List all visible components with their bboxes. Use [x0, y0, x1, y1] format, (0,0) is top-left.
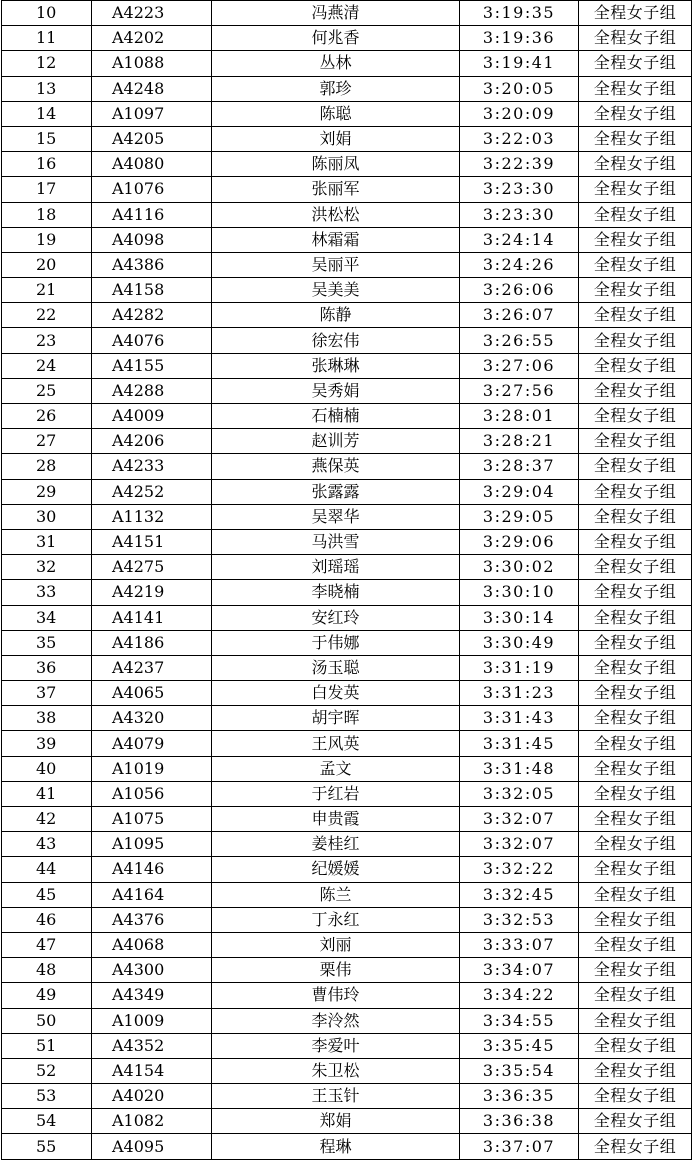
table-row	[2, 781, 692, 806]
finish-time-cell: 3:32:05	[460, 781, 579, 806]
bib-number-cell: A4349	[92, 983, 212, 1008]
category-cell: 全程女子组	[579, 303, 692, 328]
category-cell: 全程女子组	[579, 51, 692, 76]
runner-name-cell: 汤玉聪	[212, 655, 460, 680]
finish-time-cell: 3:30:10	[460, 580, 579, 605]
runner-name-cell: 胡宇晖	[212, 706, 460, 731]
category-cell: 全程女子组	[579, 983, 692, 1008]
rank-cell: 49	[2, 983, 92, 1008]
category-cell: 全程女子组	[579, 76, 692, 101]
finish-time-cell: 3:31:23	[460, 681, 579, 706]
rank-cell: 28	[2, 454, 92, 479]
runner-name-cell: 林霜霜	[212, 227, 460, 252]
table-row	[2, 529, 692, 554]
finish-time-cell: 3:36:38	[460, 1109, 579, 1134]
rank-cell: 51	[2, 1033, 92, 1058]
rank-cell: 12	[2, 51, 92, 76]
category-cell: 全程女子组	[579, 454, 692, 479]
table-row	[2, 303, 692, 328]
runner-name-cell: 于伟娜	[212, 630, 460, 655]
rank-cell: 43	[2, 832, 92, 857]
category-cell: 全程女子组	[579, 781, 692, 806]
runner-name-cell: 吴秀娟	[212, 378, 460, 403]
bib-number-cell: A1082	[92, 1109, 212, 1134]
runner-name-cell: 朱卫松	[212, 1058, 460, 1083]
category-cell: 全程女子组	[579, 958, 692, 983]
finish-time-cell: 3:31:19	[460, 655, 579, 680]
rank-cell: 15	[2, 126, 92, 151]
finish-time-cell: 3:37:07	[460, 1134, 579, 1159]
rank-cell: 27	[2, 429, 92, 454]
bib-number-cell: A4164	[92, 882, 212, 907]
runner-name-cell: 刘瑶瑶	[212, 555, 460, 580]
runner-name-cell: 程琳	[212, 1134, 460, 1159]
table-row	[2, 378, 692, 403]
rank-cell: 39	[2, 731, 92, 756]
finish-time-cell: 3:26:55	[460, 328, 579, 353]
runner-name-cell: 郑娟	[212, 1109, 460, 1134]
category-cell: 全程女子组	[579, 101, 692, 126]
bib-number-cell: A4068	[92, 932, 212, 957]
category-cell: 全程女子组	[579, 857, 692, 882]
category-cell: 全程女子组	[579, 932, 692, 957]
rank-cell: 22	[2, 303, 92, 328]
finish-time-cell: 3:28:37	[460, 454, 579, 479]
table-row	[2, 76, 692, 101]
runner-name-cell: 于红岩	[212, 781, 460, 806]
category-cell: 全程女子组	[579, 152, 692, 177]
rank-cell: 38	[2, 706, 92, 731]
table-row	[2, 353, 692, 378]
category-cell: 全程女子组	[579, 504, 692, 529]
finish-time-cell: 3:19:35	[460, 1, 579, 26]
bib-number-cell: A1097	[92, 101, 212, 126]
category-cell: 全程女子组	[579, 832, 692, 857]
finish-time-cell: 3:27:56	[460, 378, 579, 403]
rank-cell: 54	[2, 1109, 92, 1134]
rank-cell: 47	[2, 932, 92, 957]
runner-name-cell: 张琳琳	[212, 353, 460, 378]
category-cell: 全程女子组	[579, 655, 692, 680]
bib-number-cell: A4233	[92, 454, 212, 479]
runner-name-cell: 刘丽	[212, 932, 460, 957]
finish-time-cell: 3:27:06	[460, 353, 579, 378]
finish-time-cell: 3:32:53	[460, 907, 579, 932]
runner-name-cell: 丁永红	[212, 907, 460, 932]
finish-time-cell: 3:24:14	[460, 227, 579, 252]
category-cell: 全程女子组	[579, 26, 692, 51]
table-row	[2, 328, 692, 353]
finish-time-cell: 3:32:07	[460, 832, 579, 857]
finish-time-cell: 3:31:48	[460, 756, 579, 781]
category-cell: 全程女子组	[579, 252, 692, 277]
rank-cell: 55	[2, 1134, 92, 1159]
bib-number-cell: A4116	[92, 202, 212, 227]
runner-name-cell: 李泠然	[212, 1008, 460, 1033]
category-cell: 全程女子组	[579, 529, 692, 554]
bib-number-cell: A1076	[92, 177, 212, 202]
rank-cell: 13	[2, 76, 92, 101]
runner-name-cell: 刘娟	[212, 126, 460, 151]
runner-name-cell: 丛林	[212, 51, 460, 76]
bib-number-cell: A4141	[92, 605, 212, 630]
category-cell: 全程女子组	[579, 202, 692, 227]
table-row	[2, 1, 692, 26]
finish-time-cell: 3:22:03	[460, 126, 579, 151]
rank-cell: 35	[2, 630, 92, 655]
bib-number-cell: A4206	[92, 429, 212, 454]
finish-time-cell: 3:31:45	[460, 731, 579, 756]
runner-name-cell: 吴丽平	[212, 252, 460, 277]
finish-time-cell: 3:31:43	[460, 706, 579, 731]
category-cell: 全程女子组	[579, 404, 692, 429]
bib-number-cell: A1095	[92, 832, 212, 857]
results-table	[1, 0, 692, 1160]
table-row	[2, 756, 692, 781]
runner-name-cell: 马洪雪	[212, 529, 460, 554]
bib-number-cell: A4186	[92, 630, 212, 655]
bib-number-cell: A4219	[92, 580, 212, 605]
table-row	[2, 504, 692, 529]
rank-cell: 40	[2, 756, 92, 781]
category-cell: 全程女子组	[579, 328, 692, 353]
table-row	[2, 1008, 692, 1033]
table-row	[2, 630, 692, 655]
runner-name-cell: 何兆香	[212, 26, 460, 51]
bib-number-cell: A4154	[92, 1058, 212, 1083]
category-cell: 全程女子组	[579, 1084, 692, 1109]
table-row	[2, 227, 692, 252]
bib-number-cell: A4020	[92, 1084, 212, 1109]
category-cell: 全程女子组	[579, 882, 692, 907]
bib-number-cell: A1019	[92, 756, 212, 781]
rank-cell: 17	[2, 177, 92, 202]
finish-time-cell: 3:28:01	[460, 404, 579, 429]
finish-time-cell: 3:32:22	[460, 857, 579, 882]
bib-number-cell: A4080	[92, 152, 212, 177]
rank-cell: 44	[2, 857, 92, 882]
bib-number-cell: A1088	[92, 51, 212, 76]
finish-time-cell: 3:30:49	[460, 630, 579, 655]
finish-time-cell: 3:29:06	[460, 529, 579, 554]
category-cell: 全程女子组	[579, 630, 692, 655]
runner-name-cell: 李晓楠	[212, 580, 460, 605]
category-cell: 全程女子组	[579, 1033, 692, 1058]
runner-name-cell: 冯燕清	[212, 1, 460, 26]
bib-number-cell: A4252	[92, 479, 212, 504]
bib-number-cell: A4146	[92, 857, 212, 882]
table-row	[2, 907, 692, 932]
runner-name-cell: 姜桂红	[212, 832, 460, 857]
table-row	[2, 580, 692, 605]
finish-time-cell: 3:34:07	[460, 958, 579, 983]
runner-name-cell: 孟文	[212, 756, 460, 781]
finish-time-cell: 3:30:02	[460, 555, 579, 580]
runner-name-cell: 燕保英	[212, 454, 460, 479]
bib-number-cell: A4151	[92, 529, 212, 554]
runner-name-cell: 赵训芳	[212, 429, 460, 454]
category-cell: 全程女子组	[579, 177, 692, 202]
bib-number-cell: A4009	[92, 404, 212, 429]
table-row	[2, 1058, 692, 1083]
rank-cell: 29	[2, 479, 92, 504]
category-cell: 全程女子组	[579, 429, 692, 454]
bib-number-cell: A4386	[92, 252, 212, 277]
rank-cell: 19	[2, 227, 92, 252]
table-row	[2, 152, 692, 177]
bib-number-cell: A4095	[92, 1134, 212, 1159]
table-row	[2, 1033, 692, 1058]
table-row	[2, 706, 692, 731]
table-row	[2, 857, 692, 882]
category-cell: 全程女子组	[579, 353, 692, 378]
finish-time-cell: 3:19:41	[460, 51, 579, 76]
table-row	[2, 429, 692, 454]
runner-name-cell: 吴翠华	[212, 504, 460, 529]
table-row	[2, 101, 692, 126]
rank-cell: 46	[2, 907, 92, 932]
rank-cell: 34	[2, 605, 92, 630]
runner-name-cell: 曹伟玲	[212, 983, 460, 1008]
category-cell: 全程女子组	[579, 378, 692, 403]
bib-number-cell: A4282	[92, 303, 212, 328]
rank-cell: 32	[2, 555, 92, 580]
bib-number-cell: A4376	[92, 907, 212, 932]
category-cell: 全程女子组	[579, 681, 692, 706]
runner-name-cell: 陈丽凤	[212, 152, 460, 177]
runner-name-cell: 陈静	[212, 303, 460, 328]
finish-time-cell: 3:32:07	[460, 807, 579, 832]
rank-cell: 36	[2, 655, 92, 680]
category-cell: 全程女子组	[579, 907, 692, 932]
runner-name-cell: 张露露	[212, 479, 460, 504]
category-cell: 全程女子组	[579, 731, 692, 756]
results-table-body	[2, 1, 692, 1160]
rank-cell: 11	[2, 26, 92, 51]
category-cell: 全程女子组	[579, 278, 692, 303]
category-cell: 全程女子组	[579, 1058, 692, 1083]
rank-cell: 26	[2, 404, 92, 429]
category-cell: 全程女子组	[579, 807, 692, 832]
finish-time-cell: 3:35:54	[460, 1058, 579, 1083]
rank-cell: 33	[2, 580, 92, 605]
rank-cell: 24	[2, 353, 92, 378]
bib-number-cell: A4155	[92, 353, 212, 378]
finish-time-cell: 3:29:04	[460, 479, 579, 504]
finish-time-cell: 3:34:55	[460, 1008, 579, 1033]
finish-time-cell: 3:36:35	[460, 1084, 579, 1109]
table-row	[2, 807, 692, 832]
bib-number-cell: A4079	[92, 731, 212, 756]
finish-time-cell: 3:20:05	[460, 76, 579, 101]
category-cell: 全程女子组	[579, 227, 692, 252]
runner-name-cell: 王风英	[212, 731, 460, 756]
finish-time-cell: 3:22:39	[460, 152, 579, 177]
rank-cell: 30	[2, 504, 92, 529]
bib-number-cell: A4288	[92, 378, 212, 403]
runner-name-cell: 安红玲	[212, 605, 460, 630]
rank-cell: 42	[2, 807, 92, 832]
runner-name-cell: 石楠楠	[212, 404, 460, 429]
category-cell: 全程女子组	[579, 706, 692, 731]
table-row	[2, 26, 692, 51]
category-cell: 全程女子组	[579, 605, 692, 630]
finish-time-cell: 3:23:30	[460, 177, 579, 202]
bib-number-cell: A4248	[92, 76, 212, 101]
table-row	[2, 278, 692, 303]
bib-number-cell: A4076	[92, 328, 212, 353]
table-row	[2, 605, 692, 630]
category-cell: 全程女子组	[579, 555, 692, 580]
rank-cell: 20	[2, 252, 92, 277]
runner-name-cell: 徐宏伟	[212, 328, 460, 353]
rank-cell: 48	[2, 958, 92, 983]
bib-number-cell: A1132	[92, 504, 212, 529]
category-cell: 全程女子组	[579, 756, 692, 781]
table-row	[2, 1134, 692, 1159]
bib-number-cell: A1056	[92, 781, 212, 806]
rank-cell: 18	[2, 202, 92, 227]
bib-number-cell: A4275	[92, 555, 212, 580]
bib-number-cell: A1009	[92, 1008, 212, 1033]
runner-name-cell: 张丽军	[212, 177, 460, 202]
finish-time-cell: 3:34:22	[460, 983, 579, 1008]
category-cell: 全程女子组	[579, 126, 692, 151]
category-cell: 全程女子组	[579, 479, 692, 504]
finish-time-cell: 3:19:36	[460, 26, 579, 51]
runner-name-cell: 李爱叶	[212, 1033, 460, 1058]
table-row	[2, 404, 692, 429]
table-row	[2, 51, 692, 76]
runner-name-cell: 栗伟	[212, 958, 460, 983]
rank-cell: 41	[2, 781, 92, 806]
rank-cell: 16	[2, 152, 92, 177]
runner-name-cell: 陈聪	[212, 101, 460, 126]
rank-cell: 14	[2, 101, 92, 126]
category-cell: 全程女子组	[579, 1, 692, 26]
finish-time-cell: 3:28:21	[460, 429, 579, 454]
table-row	[2, 479, 692, 504]
runner-name-cell: 申贵霞	[212, 807, 460, 832]
rank-cell: 37	[2, 681, 92, 706]
table-row	[2, 832, 692, 857]
table-row	[2, 1084, 692, 1109]
bib-number-cell: A4223	[92, 1, 212, 26]
runner-name-cell: 纪媛媛	[212, 857, 460, 882]
rank-cell: 45	[2, 882, 92, 907]
table-row	[2, 1109, 692, 1134]
bib-number-cell: A4158	[92, 278, 212, 303]
table-row	[2, 252, 692, 277]
table-row	[2, 731, 692, 756]
finish-time-cell: 3:20:09	[460, 101, 579, 126]
rank-cell: 53	[2, 1084, 92, 1109]
table-row	[2, 983, 692, 1008]
table-row	[2, 882, 692, 907]
finish-time-cell: 3:33:07	[460, 932, 579, 957]
finish-time-cell: 3:26:07	[460, 303, 579, 328]
runner-name-cell: 吴美美	[212, 278, 460, 303]
rank-cell: 52	[2, 1058, 92, 1083]
bib-number-cell: A4237	[92, 655, 212, 680]
finish-time-cell: 3:26:06	[460, 278, 579, 303]
finish-time-cell: 3:29:05	[460, 504, 579, 529]
table-row	[2, 555, 692, 580]
runner-name-cell: 陈兰	[212, 882, 460, 907]
finish-time-cell: 3:24:26	[460, 252, 579, 277]
table-row	[2, 655, 692, 680]
table-row	[2, 958, 692, 983]
bib-number-cell: A1075	[92, 807, 212, 832]
runner-name-cell: 王玉针	[212, 1084, 460, 1109]
finish-time-cell: 3:35:45	[460, 1033, 579, 1058]
finish-time-cell: 3:32:45	[460, 882, 579, 907]
category-cell: 全程女子组	[579, 1109, 692, 1134]
runner-name-cell: 洪松松	[212, 202, 460, 227]
rank-cell: 50	[2, 1008, 92, 1033]
category-cell: 全程女子组	[579, 580, 692, 605]
table-row	[2, 681, 692, 706]
rank-cell: 31	[2, 529, 92, 554]
finish-time-cell: 3:30:14	[460, 605, 579, 630]
rank-cell: 23	[2, 328, 92, 353]
finish-time-cell: 3:23:30	[460, 202, 579, 227]
category-cell: 全程女子组	[579, 1008, 692, 1033]
table-row	[2, 932, 692, 957]
table-row	[2, 177, 692, 202]
bib-number-cell: A4300	[92, 958, 212, 983]
bib-number-cell: A4205	[92, 126, 212, 151]
runner-name-cell: 郭珍	[212, 76, 460, 101]
table-row	[2, 202, 692, 227]
bib-number-cell: A4098	[92, 227, 212, 252]
bib-number-cell: A4065	[92, 681, 212, 706]
category-cell: 全程女子组	[579, 1134, 692, 1159]
table-row	[2, 126, 692, 151]
rank-cell: 10	[2, 1, 92, 26]
rank-cell: 21	[2, 278, 92, 303]
bib-number-cell: A4352	[92, 1033, 212, 1058]
bib-number-cell: A4320	[92, 706, 212, 731]
table-row	[2, 454, 692, 479]
runner-name-cell: 白发英	[212, 681, 460, 706]
bib-number-cell: A4202	[92, 26, 212, 51]
rank-cell: 25	[2, 378, 92, 403]
